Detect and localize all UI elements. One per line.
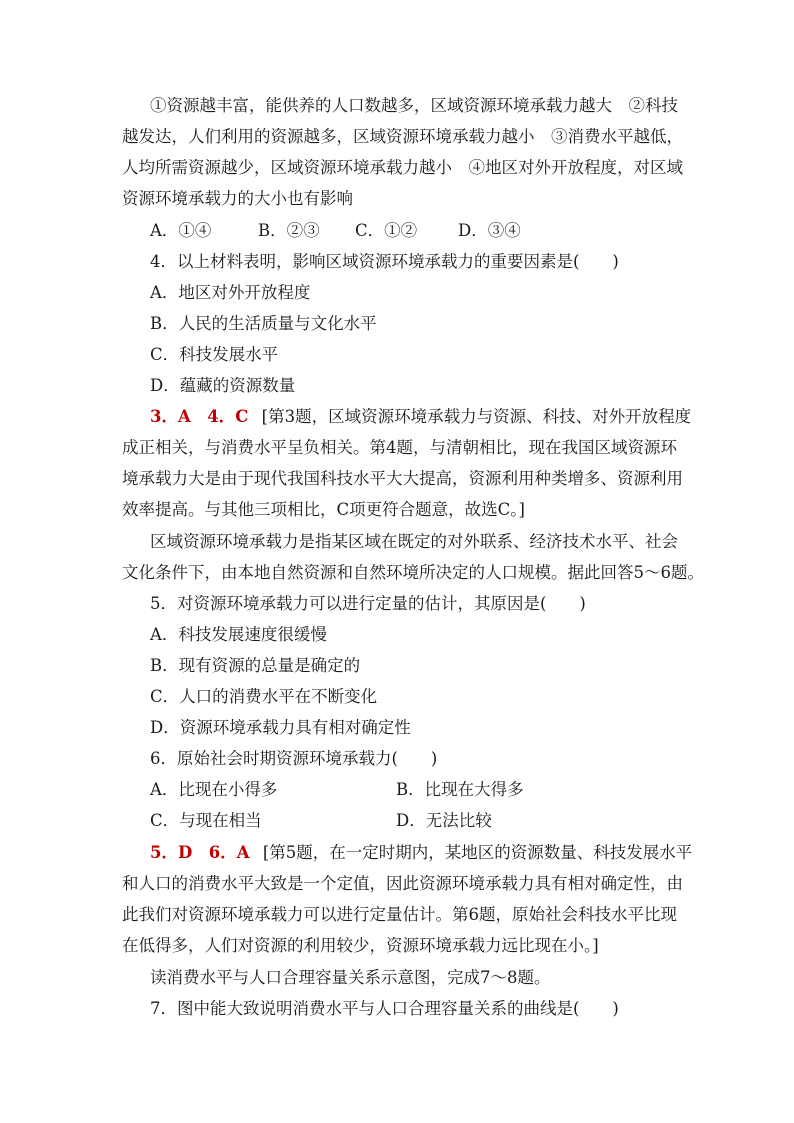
answer-3-4-line-1	[150, 407, 691, 427]
q5-option-a: A．科技发展速度很缓慢	[150, 625, 327, 644]
q3-option-d: D．③④	[458, 221, 521, 240]
answer-3-4-text: [第3题，区域资源环境承载力与资源、科技、对外开放程度	[261, 407, 692, 426]
q4-stem: 4．以上材料表明，影响区域资源环境承载力的重要因素是( )	[150, 252, 619, 271]
answer-5-6-line-4: 在低得多，人们对资源的利用较少，资源环境承载力远比现在小。]	[122, 936, 599, 955]
q7-stem: 7．图中能大致说明消费水平与人口合理容量关系的曲线是( )	[150, 999, 619, 1018]
q6-option-c: C．与现在相当	[150, 811, 262, 830]
answer-3-4-line-2: 成正相关，与消费水平呈负相关。第4题，与清朝相比，现在我国区域资源环	[122, 438, 677, 457]
answer-3-4-label: 3．A 4．C	[150, 407, 249, 426]
q5-stem: 5．对资源环境承载力可以进行定量的估计，其原因是( )	[150, 594, 586, 613]
answer-3-4-line-3: 境承载力大是由于现代我国科技水平大大提高，资源利用种类增多、资源利用	[122, 469, 683, 488]
q4-option-c: C．科技发展水平	[150, 345, 279, 364]
answer-5-6-text: [第5题，在一定时期内，某地区的资源数量、科技发展水平	[262, 843, 693, 862]
read-instruction: 读消费水平与人口合理容量关系示意图，完成7～8题。	[150, 968, 551, 987]
answer-5-6-label: 5．D 6．A	[150, 843, 250, 862]
q5-option-c: C．人口的消费水平在不断变化	[150, 687, 378, 706]
q3-option-a: A．①④	[150, 221, 212, 240]
q4-option-b: B．人民的生活质量与文化水平	[150, 314, 377, 333]
q6-stem: 6．原始社会时期资源环境承载力( )	[150, 749, 438, 768]
q4-option-a: A．地区对外开放程度	[150, 283, 311, 302]
statement-line-2: 越发达，人们利用的资源越多，区域资源环境承载力越小 ③消费水平越低，	[122, 127, 683, 146]
answer-5-6-line-1	[150, 843, 692, 863]
answer-3-4-line-4: 效率提高。与其他三项相比，C项更符合题意，故选C。]	[122, 500, 525, 519]
q5-option-b: B．现有资源的总量是确定的	[150, 656, 361, 675]
q3-option-c: C．①②	[355, 221, 418, 240]
q6-option-a: A．比现在小得多	[150, 780, 278, 799]
q6-option-d: D．无法比较	[396, 811, 492, 830]
q4-option-d: D．蕴藏的资源数量	[150, 376, 296, 395]
answer-5-6-line-3: 此我们对资源环境承载力可以进行定量估计。第6题，原始社会科技水平比现	[122, 905, 677, 924]
q5-option-d: D．资源环境承载力具有相对确定性	[150, 718, 411, 737]
q6-option-b: B．比现在大得多	[396, 780, 524, 799]
statement-line-4: 资源环境承载力的大小也有影响	[122, 189, 353, 208]
statement-line-1: ①资源越丰富，能供养的人口数越多，区域资源环境承载力越大 ②科技	[150, 96, 678, 115]
statement-line-3: 人均所需资源越少，区域资源环境承载力越小 ④地区对外开放程度，对区域	[122, 158, 683, 177]
material-line-2: 文化条件下，由本地自然资源和自然环境所决定的人口规模。据此回答5～6题。	[122, 563, 704, 582]
answer-5-6-line-2: 和人口的消费水平大致是一个定值，因此资源环境承载力具有相对确定性，由	[122, 874, 683, 893]
q3-option-b: B．②③	[258, 221, 320, 240]
material-line-1: 区域资源环境承载力是指某区域在既定的对外联系、经济技术水平、社会	[150, 532, 678, 551]
